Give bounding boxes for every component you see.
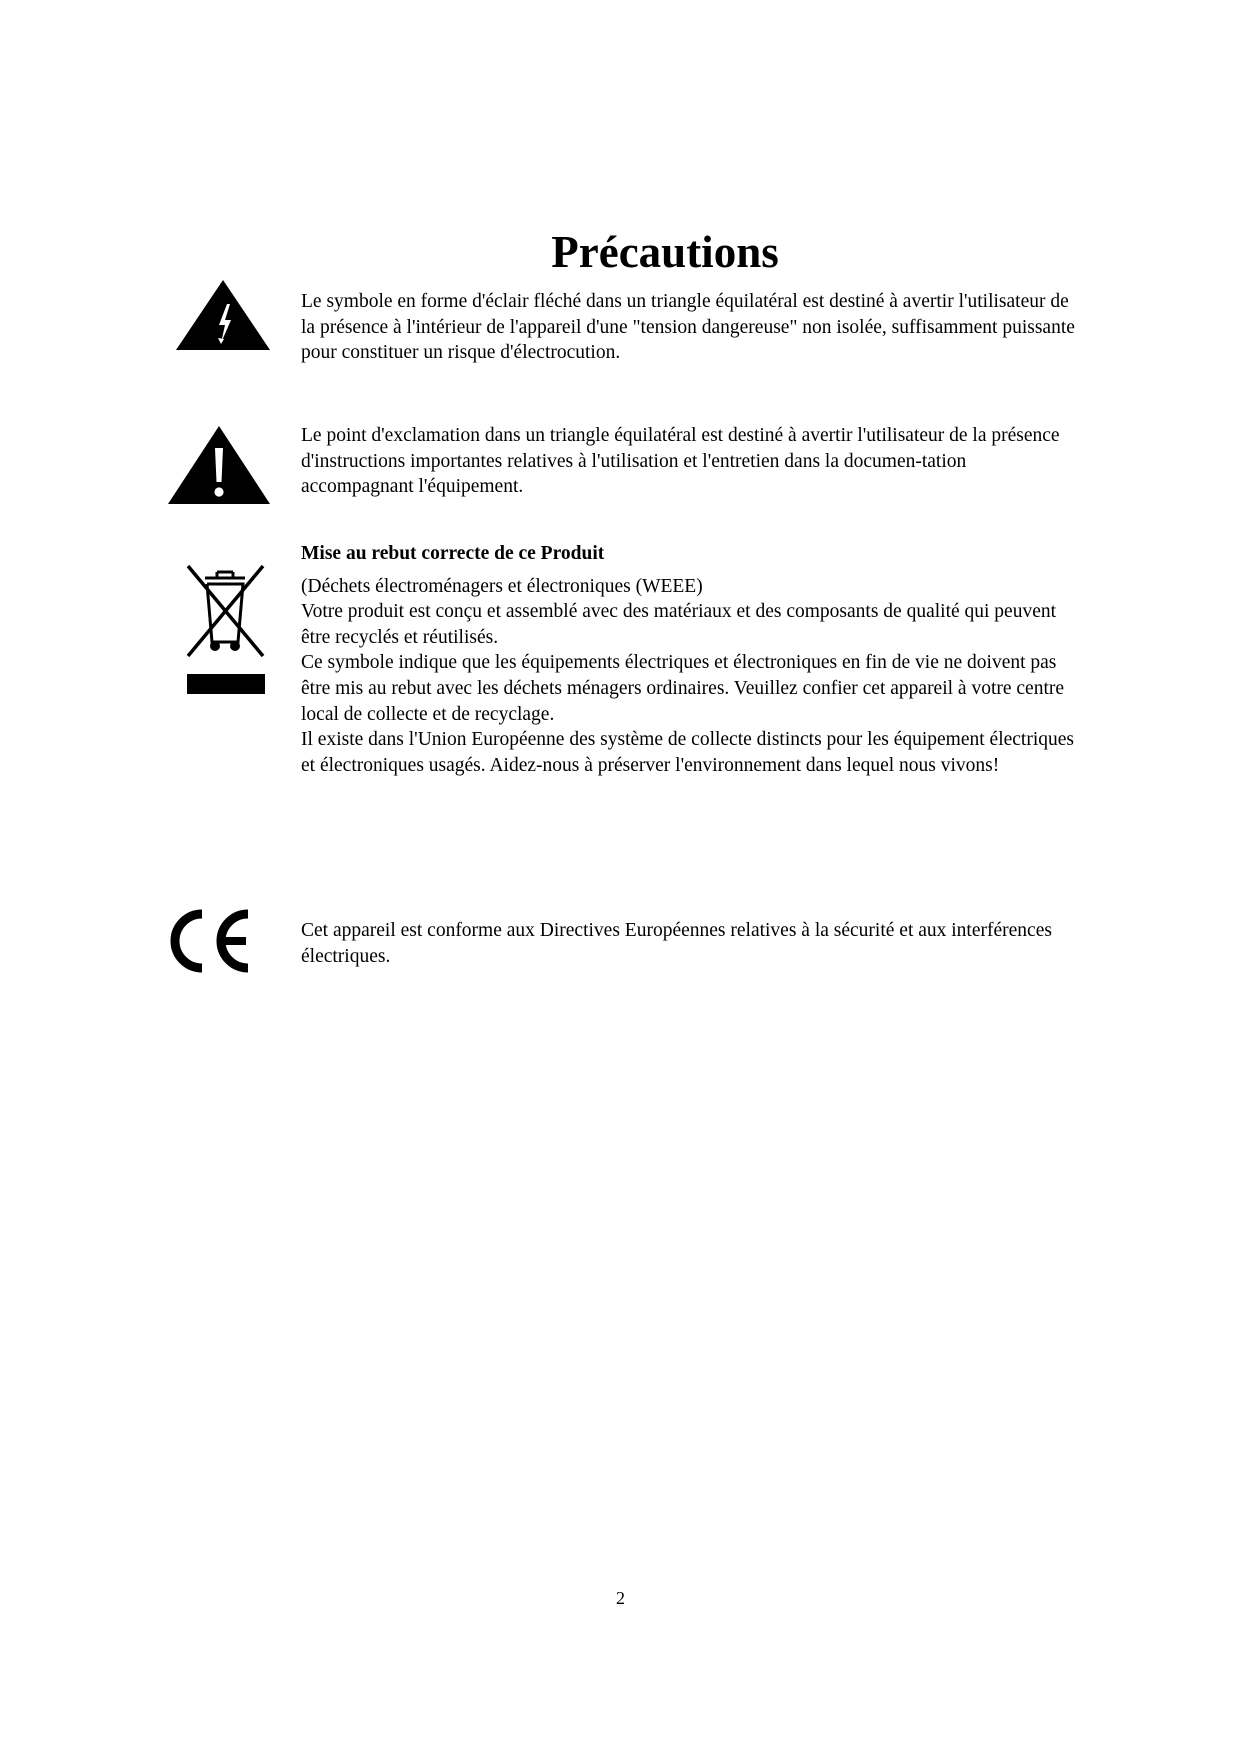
lightning-warning-icon [174,278,272,352]
exclamation-warning-icon [166,424,272,506]
weee-paragraph: Votre produit est conçu et assemblé avec des matériaux et des composants de qualité qui peuvent être recyclés et réutilisés. [301,601,1057,648]
weee-paragraph: Ce symbole indique que les équipements électriques et électroniques en fin de vie ne doivent pas être mis au rebut avec les déchets ménagers ordinaires. Veuillez confier cet appareil à votre centre local de collecte et de recyclage. [301,652,1065,725]
ce-mark-icon [166,906,256,976]
weee-section [301,541,1081,778]
page-title: Précautions [551,227,779,277]
weee-paragraph: Il existe dans l'Union Européenne des système de collecte distincts pour les équipement électriques et électroniques usagés. Aidez-nous à préserver l'environnement dans lequel nous vivons! [301,729,1074,776]
lightning-warning-text: Le symbole en forme d'éclair fléché dans un triangle équilatéral est destiné à avertir l'utilisateur de la présence à l'intérieur de l'appareil d'une "tension dangereuse" non isolée, suffisamment puissante pour constituer un risque d'électrocution. [301,291,1075,364]
weee-paragraph: (Déchets électroménagers et électroniques (WEEE) [301,575,703,597]
ce-mark-text: Cet appareil est conforme aux Directives Européennes relatives à la sécurité et aux interférences électriques. [301,920,1052,967]
weee-heading: Mise au rebut correcte de ce Produit [301,543,605,564]
crossed-bin-icon [175,560,275,700]
page-number: 2 [616,1588,625,1608]
exclamation-warning-text: Le point d'exclamation dans un triangle équilatéral est destiné à avertir l'utilisateur de la présence d'instructions importantes relatives à l'utilisation et l'entretien dans la documen-tation accompagnant l'équipement. [301,425,1060,498]
